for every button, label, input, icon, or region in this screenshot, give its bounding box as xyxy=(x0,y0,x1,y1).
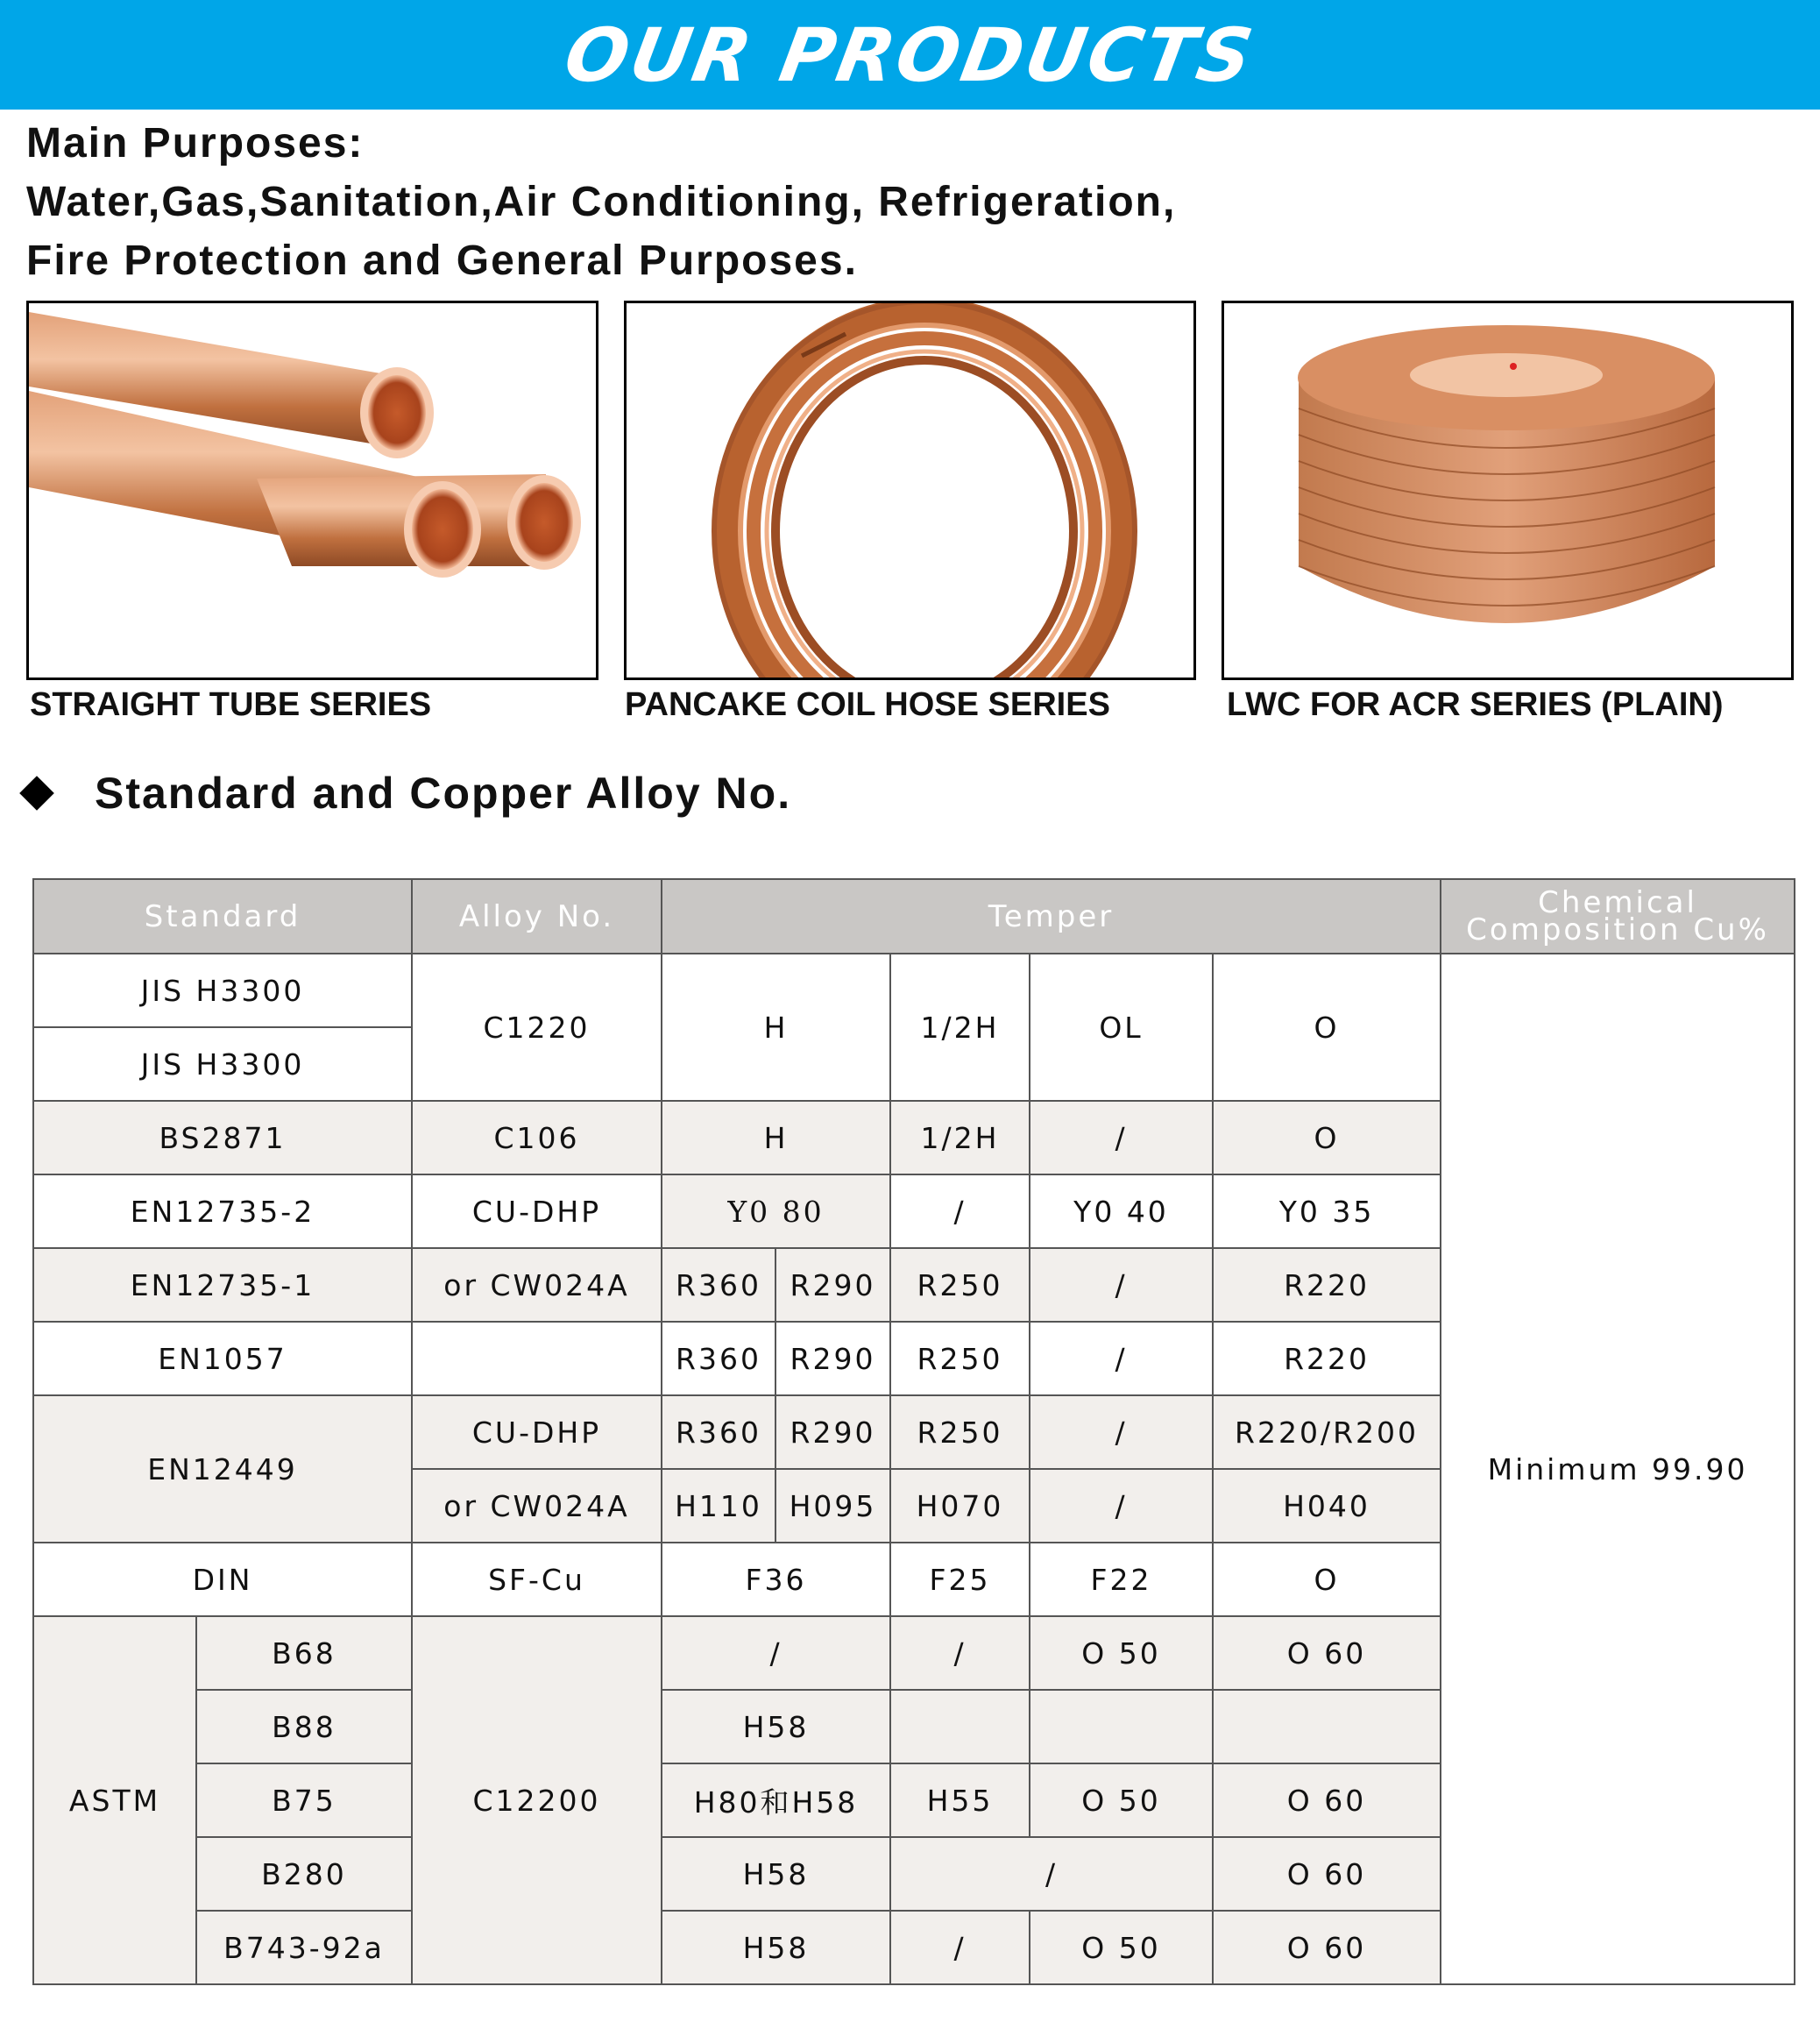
cell-temper: H070 xyxy=(890,1469,1030,1543)
cell-sub-standard: B68 xyxy=(196,1616,412,1690)
cell-standard: DIN xyxy=(33,1543,412,1616)
cell-temper: R250 xyxy=(890,1248,1030,1322)
cell-temper: O xyxy=(1213,1101,1441,1174)
cell-temper: O 50 xyxy=(1030,1911,1213,1984)
page-title: OUR PRODUCTS xyxy=(558,11,1262,98)
cell-temper: H110 xyxy=(662,1469,775,1543)
purposes-heading: Main Purposes: xyxy=(26,120,365,167)
cell-sub-standard: B743-92a xyxy=(196,1911,412,1984)
cell-temper: / xyxy=(890,1837,1213,1911)
cell-temper: O xyxy=(1213,1543,1441,1616)
cell-temper: H58 xyxy=(662,1837,890,1911)
cell-temper: O 60 xyxy=(1213,1616,1441,1690)
cell-temper: / xyxy=(662,1616,890,1690)
table-header-row xyxy=(33,879,1795,954)
cell-temper: R250 xyxy=(890,1322,1030,1395)
cell-temper: / xyxy=(1030,1395,1213,1469)
copper-tubes-illustration xyxy=(29,303,596,678)
header-chemical-line-1: Chemical xyxy=(1538,884,1697,920)
cell-temper: 1/2H xyxy=(890,1101,1030,1174)
cell-temper: R250 xyxy=(890,1395,1030,1469)
cell-sub-standard: B280 xyxy=(196,1837,412,1911)
cell-temper: R290 xyxy=(775,1322,890,1395)
cell-chemical-composition: Minimum 99.90 xyxy=(1441,954,1795,1984)
cell-temper: / xyxy=(1030,1469,1213,1543)
purposes-line-2: Fire Protection and General Purposes. xyxy=(26,238,858,284)
pancake-coil-image xyxy=(624,301,1196,680)
cell-alloy: CU-DHP xyxy=(412,1395,662,1469)
cell-temper: O 50 xyxy=(1030,1616,1213,1690)
cell-alloy: C12200 xyxy=(412,1616,662,1984)
product-caption-straight: STRAIGHT TUBE SERIES xyxy=(30,686,432,723)
cell-alloy: SF-Cu xyxy=(412,1543,662,1616)
cell-temper: R290 xyxy=(775,1395,890,1469)
cell-temper: O xyxy=(1213,954,1441,1101)
cell-temper: / xyxy=(1030,1248,1213,1322)
cell-temper: H095 xyxy=(775,1469,890,1543)
cell-temper: / xyxy=(1030,1322,1213,1395)
cell-temper: / xyxy=(890,1911,1030,1984)
cell-standard: JIS H3300 xyxy=(33,954,412,1027)
cell-temper: O 60 xyxy=(1213,1763,1441,1837)
cell-temper: R220/R200 xyxy=(1213,1395,1441,1469)
product-caption-pancake: PANCAKE COIL HOSE SERIES xyxy=(625,686,1110,723)
cell-temper: Y0 40 xyxy=(1030,1174,1213,1248)
product-caption-lwc: LWC FOR ACR SERIES (PLAIN) xyxy=(1227,686,1724,723)
cell-temper: O 50 xyxy=(1030,1763,1213,1837)
cell-temper: OL xyxy=(1030,954,1213,1101)
cell-temper xyxy=(890,1690,1030,1763)
lwc-coil-image xyxy=(1222,301,1794,680)
header-chemical-line-2: Composition Cu% xyxy=(1466,912,1769,947)
section-heading xyxy=(19,768,791,819)
cell-temper: H xyxy=(662,1101,890,1174)
cell-temper xyxy=(1213,1690,1441,1763)
cell-temper: H55 xyxy=(890,1763,1030,1837)
cell-temper: 1/2H xyxy=(890,954,1030,1101)
cell-temper: O 60 xyxy=(1213,1911,1441,1984)
cell-temper: F22 xyxy=(1030,1543,1213,1616)
cell-alloy: CU-DHP xyxy=(412,1174,662,1248)
cell-temper: R220 xyxy=(1213,1322,1441,1395)
cell-alloy xyxy=(412,1322,662,1395)
cell-temper: R360 xyxy=(662,1248,775,1322)
cell-temper: O 60 xyxy=(1213,1837,1441,1911)
cell-temper: R360 xyxy=(662,1395,775,1469)
cell-temper: H040 xyxy=(1213,1469,1441,1543)
cell-temper: F25 xyxy=(890,1543,1030,1616)
purposes-line-1: Water,Gas,Sanitation,Air Conditioning, Refrigeration, xyxy=(26,179,1177,225)
main-purposes xyxy=(26,114,1176,290)
cell-alloy: or CW024A xyxy=(412,1469,662,1543)
cell-standard: JIS H3300 xyxy=(33,1027,412,1101)
cell-standard: EN12735-1 xyxy=(33,1248,412,1322)
cell-temper: Y0 35 xyxy=(1213,1174,1441,1248)
header-banner xyxy=(0,0,1820,110)
cell-temper: F36 xyxy=(662,1543,890,1616)
cell-sub-standard: B75 xyxy=(196,1763,412,1837)
pancake-coil-illustration xyxy=(627,303,1193,678)
cell-temper: / xyxy=(890,1616,1030,1690)
cell-temper: Y0 80 xyxy=(662,1174,890,1248)
cell-temper: H58 xyxy=(662,1911,890,1984)
table-row xyxy=(33,954,1795,1027)
cell-temper: H58 xyxy=(662,1690,890,1763)
cell-standard: ASTM xyxy=(33,1616,196,1984)
section-title: Standard and Copper Alloy No. xyxy=(95,769,792,818)
straight-tube-image xyxy=(26,301,598,680)
cell-alloy: or CW024A xyxy=(412,1248,662,1322)
cell-temper: R290 xyxy=(775,1248,890,1322)
cell-temper: R360 xyxy=(662,1322,775,1395)
standard-alloy-table xyxy=(32,878,1795,1985)
cell-standard: EN1057 xyxy=(33,1322,412,1395)
cell-temper: / xyxy=(1030,1101,1213,1174)
cell-temper xyxy=(1030,1690,1213,1763)
cell-temper: H xyxy=(662,954,890,1101)
cell-temper: R220 xyxy=(1213,1248,1441,1322)
cell-standard: BS2871 xyxy=(33,1101,412,1174)
cell-alloy: C106 xyxy=(412,1101,662,1174)
cell-sub-standard: B88 xyxy=(196,1690,412,1763)
level-wound-coil-illustration xyxy=(1224,303,1791,678)
header-chemical xyxy=(1441,879,1795,954)
cell-standard: EN12449 xyxy=(33,1395,412,1543)
header-alloy: Alloy No. xyxy=(412,879,662,954)
cell-temper: H80和H58 xyxy=(662,1763,890,1837)
cell-alloy: C1220 xyxy=(412,954,662,1101)
cell-standard: EN12735-2 xyxy=(33,1174,412,1248)
diamond-bullet-icon xyxy=(19,776,54,811)
header-temper: Temper xyxy=(662,879,1441,954)
header-standard: Standard xyxy=(33,879,412,954)
cell-temper: / xyxy=(890,1174,1030,1248)
